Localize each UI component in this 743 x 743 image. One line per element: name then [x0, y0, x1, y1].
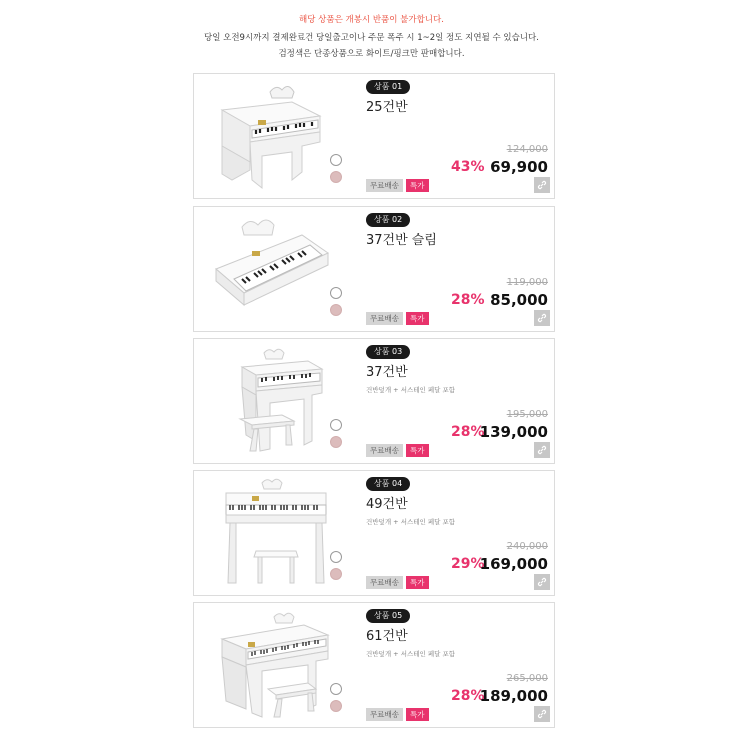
sale-price: 69,900	[490, 158, 548, 176]
link-icon	[536, 576, 548, 588]
product-image-piano-37-slim	[212, 213, 332, 325]
free-shipping-tag: 무료배송	[366, 444, 403, 457]
link-button[interactable]	[534, 177, 550, 193]
product-description: 건반덮개 + 서스테인 페달 포함	[366, 650, 456, 658]
discount-rate: 29%	[451, 556, 485, 572]
color-option-white[interactable]	[330, 683, 342, 695]
color-option-white[interactable]	[330, 287, 342, 299]
link-icon	[536, 179, 548, 191]
return-notice: 해당 상품은 개봉시 반품이 불가합니다.	[299, 15, 444, 25]
free-shipping-tag: 무료배송	[366, 576, 403, 589]
free-shipping-tag: 무료배송	[366, 312, 403, 325]
discount-rate: 28%	[451, 688, 485, 704]
special-price-tag: 특가	[406, 708, 429, 721]
product-card-05[interactable]	[193, 602, 555, 728]
discount-rate: 43%	[451, 159, 485, 175]
sale-price: 169,000	[479, 555, 548, 573]
product-description: 건반덮개 + 서스테인 페달 포함	[366, 518, 456, 526]
color-option-pink[interactable]	[330, 700, 342, 712]
free-shipping-tag: 무료배송	[366, 179, 403, 192]
product-name[interactable]: 37건반 슬림	[366, 233, 437, 248]
product-image-piano-61-stand	[212, 609, 332, 721]
product-number-badge: 상품 03	[366, 345, 410, 359]
product-number-badge: 상품 01	[366, 80, 410, 94]
product-image-piano-25	[212, 80, 332, 192]
link-icon	[536, 708, 548, 720]
color-option-white[interactable]	[330, 419, 342, 431]
original-price: 119,000	[506, 277, 548, 288]
product-number-badge: 상품 02	[366, 213, 410, 227]
product-card-02[interactable]	[193, 206, 555, 332]
special-price-tag: 특가	[406, 312, 429, 325]
link-icon	[536, 312, 548, 324]
color-option-white[interactable]	[330, 551, 342, 563]
sale-price: 85,000	[490, 291, 548, 309]
shipping-notice: 당일 오전9시까지 결제완료건 당일출고이나 주문 폭주 시 1~2일 정도 지연될 수 있습니다.	[204, 33, 539, 43]
sale-price: 189,000	[479, 687, 548, 705]
product-card-03[interactable]	[193, 338, 555, 464]
product-card-01[interactable]	[193, 73, 555, 199]
product-name[interactable]: 25건반	[366, 100, 408, 115]
discount-rate: 28%	[451, 292, 485, 308]
special-price-tag: 특가	[406, 576, 429, 589]
special-price-tag: 특가	[406, 179, 429, 192]
original-price: 240,000	[506, 541, 548, 552]
product-card-04[interactable]	[193, 470, 555, 596]
product-name[interactable]: 49건반	[366, 497, 408, 512]
product-name[interactable]: 61건반	[366, 629, 408, 644]
special-price-tag: 특가	[406, 444, 429, 457]
color-option-pink[interactable]	[330, 171, 342, 183]
original-price: 265,000	[506, 673, 548, 684]
product-image-piano-49-stand	[212, 477, 332, 589]
link-button[interactable]	[534, 310, 550, 326]
sale-price: 139,000	[479, 423, 548, 441]
color-option-pink[interactable]	[330, 568, 342, 580]
product-number-badge: 상품 05	[366, 609, 410, 623]
link-button[interactable]	[534, 706, 550, 722]
color-notice: 검정색은 단종상품으로 화이트/핑크만 판매합니다.	[278, 49, 465, 59]
product-name[interactable]: 37건반	[366, 365, 408, 380]
link-button[interactable]	[534, 574, 550, 590]
color-option-pink[interactable]	[330, 304, 342, 316]
link-icon	[536, 444, 548, 456]
product-image-piano-37-stand	[212, 345, 332, 457]
original-price: 124,000	[506, 144, 548, 155]
link-button[interactable]	[534, 442, 550, 458]
product-number-badge: 상품 04	[366, 477, 410, 491]
product-description: 건반덮개 + 서스테인 페달 포함	[366, 386, 456, 394]
free-shipping-tag: 무료배송	[366, 708, 403, 721]
color-option-pink[interactable]	[330, 436, 342, 448]
original-price: 195,000	[506, 409, 548, 420]
discount-rate: 28%	[451, 424, 485, 440]
color-option-white[interactable]	[330, 154, 342, 166]
